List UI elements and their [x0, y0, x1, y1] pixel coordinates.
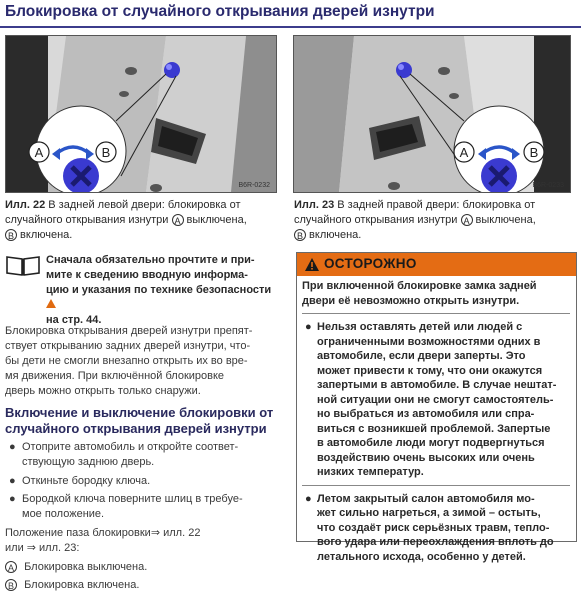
door-lock-illustration-right [294, 36, 570, 192]
warning-body [302, 279, 570, 564]
read-first-text [46, 253, 274, 328]
heading-line: Включение и выключение блокировки от [5, 405, 274, 420]
figure-22-link[interactable]: ⇒ илл. 22 [150, 527, 201, 539]
figure-22 [5, 35, 277, 193]
caption-23 [294, 198, 577, 243]
bullet-icon: ● [9, 475, 16, 487]
text-line: или [5, 542, 27, 554]
text-line: Откиньте бородку ключа. [22, 475, 151, 487]
text-line: может привести к тому, что они окажутся [317, 364, 543, 377]
figure-code: B6R-0233 [532, 182, 564, 189]
text-line: мое положение. [22, 508, 105, 520]
circled-a: A [172, 214, 184, 226]
text-line: но выбраться из автомобиля или спра- [317, 408, 535, 420]
figure-number: Илл. 23 [294, 199, 335, 211]
text-line: Блокировка открывания дверей изнутри препят- [5, 325, 253, 337]
text-line: ствует открыванию задних дверей изнутри, что- [5, 340, 251, 352]
caption-text: включена. [306, 229, 362, 241]
caption-22 [5, 198, 280, 243]
page-title: Блокировка от случайного открывания дверей изнутри [5, 3, 435, 20]
legend-text: Блокировка выключена. [24, 561, 148, 573]
circled-a: A [461, 214, 473, 226]
text-line: дверь можно открыть только снаружи. [5, 385, 201, 397]
text-line: воздействию очень высоких или очень [317, 451, 535, 464]
caption-text: случайного открывания изнутри [294, 214, 461, 226]
page-header [0, 0, 581, 30]
text-line: виться с возникшей проблемой. Запертые [317, 422, 551, 435]
text-line: двери её невозможно открыть изнутри. [302, 294, 520, 307]
divider [302, 313, 570, 314]
text-line: вого удара или переохлаждения вплоть до [317, 536, 554, 548]
text-line: цию и указания по технике безопасности [46, 284, 272, 296]
label-a: A [34, 145, 44, 160]
intro-paragraph [5, 324, 280, 399]
label-b: B [529, 145, 539, 160]
caption-text: В задней правой двери: блокировка от [334, 199, 536, 211]
open-book-icon [5, 253, 41, 277]
position-text [5, 526, 280, 556]
text-line: Положение паза блокировки [5, 527, 151, 539]
figure-23-link[interactable]: ⇒ илл. 23: [26, 542, 80, 554]
bullet-icon: ● [305, 321, 312, 333]
caption-text: выключена, [472, 214, 536, 226]
text-line: Сначала обязательно прочтите и при- [46, 254, 255, 266]
text-line: ной ситуации они не смогут самостоятель- [317, 393, 554, 406]
label-a: A [459, 145, 469, 160]
legend-a [5, 560, 280, 575]
text-line: ограниченными возможностями одних в [317, 335, 541, 348]
legend-text: Блокировка включена. [24, 579, 140, 591]
text-line: ствующую заднюю дверь. [22, 456, 155, 468]
warning-triangle-icon [46, 299, 56, 308]
text-line: Летом закрытый салон автомобиля мо- [317, 492, 535, 505]
text-line: жет сильно нагреться, а зимой – остыть, [317, 507, 541, 519]
section-heading [5, 405, 280, 437]
circled-b: B [5, 579, 17, 591]
bullet-icon: ● [305, 492, 312, 505]
caption-text: включена. [17, 229, 73, 241]
divider [302, 485, 570, 486]
text-line: мите к сведению вводную информа- [46, 269, 248, 281]
header-rule [0, 26, 581, 28]
door-lock-illustration-left [6, 36, 276, 192]
text-line: мя движения. При включённой блокировке [5, 370, 225, 382]
caption-text: случайного открывания изнутри [5, 214, 172, 226]
figure-code: B6R-0232 [238, 182, 270, 189]
step-item [5, 492, 280, 522]
text-line: бы дети не смогли внезапно открыть их во вре- [5, 355, 248, 367]
caption-text: выключена, [183, 214, 247, 226]
text-line: в автомобиле люди могут подвергнуться [317, 437, 545, 449]
circled-a: A [5, 561, 17, 573]
step-item [5, 440, 280, 470]
step-item [5, 474, 280, 489]
heading-line: случайного открывания дверей изнутри [5, 421, 267, 436]
bullet-icon: ● [9, 493, 16, 505]
text-line: Отоприте автомобиль и откройте соответ- [22, 441, 239, 453]
text-line: летального исхода, особенно у детей. [317, 550, 526, 563]
text-line: запертыми в автомобиле. В случае нештат- [317, 379, 557, 391]
text-line: Бородкой ключа поверните шлиц в требуе- [22, 493, 243, 505]
warning-box [296, 252, 577, 563]
figure-number: Илл. 22 [5, 199, 46, 211]
circled-b: B [5, 229, 17, 241]
page-reference-link[interactable]: на стр. 44. [46, 314, 102, 326]
warning-header [297, 253, 576, 276]
warning-item [302, 492, 570, 565]
warning-title: ОСТОРОЖНО [324, 256, 417, 271]
text-line: Нельзя оставлять детей или людей с [317, 321, 523, 333]
circled-b: B [294, 229, 306, 241]
warning-icon [304, 257, 320, 272]
text-line: низких температур. [317, 466, 424, 478]
figure-23 [293, 35, 571, 193]
caption-text: В задней левой двери: блокировка от [45, 199, 241, 211]
text-line: автомобиле, если двери заперты. Это [317, 350, 526, 362]
legend-b [5, 578, 280, 593]
warning-item [302, 320, 570, 480]
text-line: что создаёт риск серьёзных травм, тепло- [317, 521, 550, 534]
bullet-icon: ● [9, 441, 16, 453]
label-b: B [101, 145, 111, 160]
text-line: При включенной блокировке замка задней [302, 280, 537, 292]
